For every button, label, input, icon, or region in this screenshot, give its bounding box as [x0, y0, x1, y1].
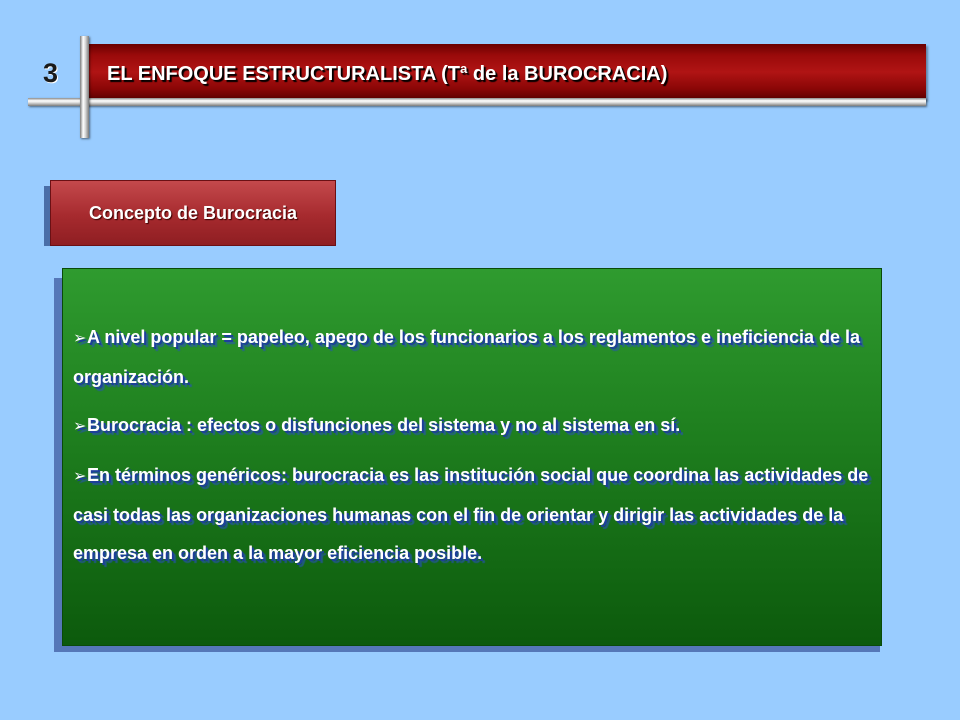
- concept-label: Concepto de Burocracia: [88, 202, 298, 223]
- list-item: [73, 456, 883, 572]
- slide-title: EL ENFOQUE ESTRUCTURALISTA (Tª de la BUROCRACIA): [107, 63, 668, 85]
- bullet-text: En términos genéricos: burocracia es las institución social que coordina las actividades de casi todas las organizaciones humanas con el fin de orientar y dirigir las actividades de la empresa en orden a la mayor eficiencia posible.: [73, 465, 869, 563]
- bullet-list: [73, 318, 883, 582]
- vertical-rule: [80, 36, 89, 138]
- arrow-right-icon: ➢: [73, 330, 87, 347]
- slide-number: 3: [43, 58, 59, 88]
- arrow-right-icon: ➢: [73, 418, 87, 435]
- concept-box: [50, 180, 336, 246]
- horizontal-rule: [28, 98, 926, 106]
- list-item: [73, 406, 883, 446]
- list-item: [73, 318, 883, 396]
- bullet-text: Burocracia : efectos o disfunciones del sistema y no al sistema en sí.: [87, 415, 681, 435]
- arrow-right-icon: ➢: [73, 468, 87, 485]
- bullet-text: A nivel popular = papeleo, apego de los funcionarios a los reglamentos e ineficiencia de la organización.: [73, 327, 861, 387]
